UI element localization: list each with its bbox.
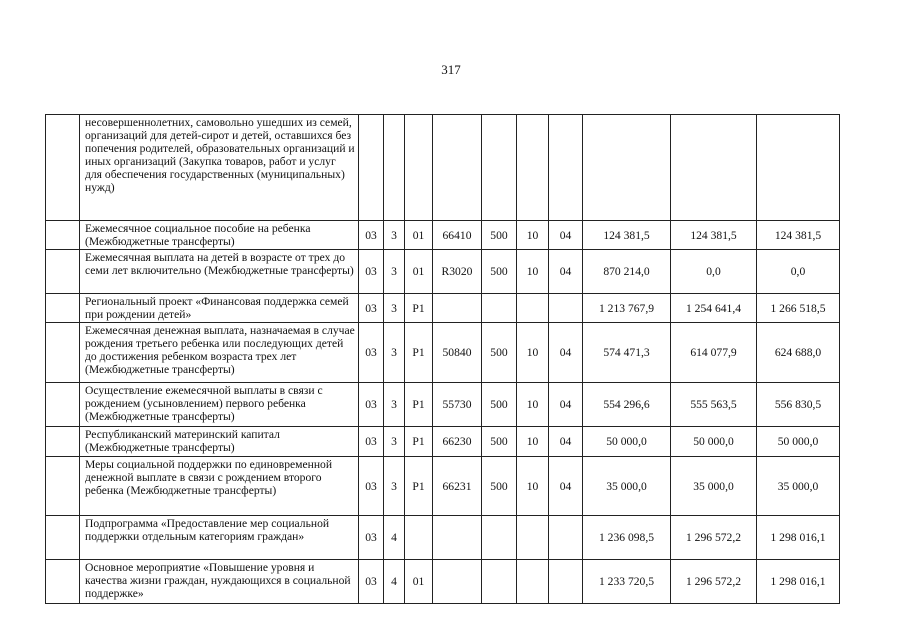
amount-year-2: 614 077,9 <box>671 323 757 383</box>
table-row <box>46 560 840 604</box>
amount-year-3: 124 381,5 <box>757 221 840 250</box>
code-program: 03 <box>359 323 384 383</box>
code-expense-type: 500 <box>482 221 517 250</box>
amount-year-2 <box>671 115 757 221</box>
code-direction: 66231 <box>433 457 482 516</box>
row-number-cell <box>46 427 80 457</box>
row-number-cell <box>46 560 80 604</box>
code-event: P1 <box>405 294 433 323</box>
code-program: 03 <box>359 427 384 457</box>
code-direction: 66230 <box>433 427 482 457</box>
table-row <box>46 427 840 457</box>
code-expense-type <box>482 294 517 323</box>
code-direction <box>433 516 482 560</box>
amount-year-2: 35 000,0 <box>671 457 757 516</box>
code-event: 01 <box>405 250 433 294</box>
table-body <box>46 115 840 604</box>
code-event: P1 <box>405 457 433 516</box>
code-program: 03 <box>359 250 384 294</box>
code-event: P1 <box>405 323 433 383</box>
code-subsection <box>549 560 583 604</box>
row-name: Меры социальной поддержки по единовременной денежной выплате в связи с рождением второго ребенка (Межбюджетные трансферты) <box>80 457 359 516</box>
amount-year-2: 1 254 641,4 <box>671 294 757 323</box>
amount-year-1: 35 000,0 <box>583 457 671 516</box>
code-expense-type: 500 <box>482 427 517 457</box>
code-program: 03 <box>359 221 384 250</box>
code-direction <box>433 560 482 604</box>
code-event: 01 <box>405 221 433 250</box>
code-event: P1 <box>405 427 433 457</box>
code-subprogram: 3 <box>384 383 405 427</box>
amount-year-3: 1 298 016,1 <box>757 516 840 560</box>
code-expense-type <box>482 516 517 560</box>
code-subprogram <box>384 115 405 221</box>
amount-year-1: 1 213 767,9 <box>583 294 671 323</box>
code-subsection <box>549 516 583 560</box>
code-program: 03 <box>359 457 384 516</box>
code-expense-type: 500 <box>482 457 517 516</box>
row-name: Подпрограмма «Предоставление мер социальной поддержки отдельным категориям граждан» <box>80 516 359 560</box>
code-program: 03 <box>359 383 384 427</box>
code-subprogram: 3 <box>384 294 405 323</box>
amount-year-3: 35 000,0 <box>757 457 840 516</box>
code-section <box>517 516 549 560</box>
table-row <box>46 323 840 383</box>
table-row <box>46 516 840 560</box>
row-number-cell <box>46 383 80 427</box>
code-direction: 50840 <box>433 323 482 383</box>
row-number-cell <box>46 457 80 516</box>
code-section: 10 <box>517 427 549 457</box>
row-number-cell <box>46 323 80 383</box>
table-row <box>46 115 840 221</box>
code-subsection: 04 <box>549 323 583 383</box>
code-expense-type: 500 <box>482 323 517 383</box>
row-name: Региональный проект «Финансовая поддержка семей при рождении детей» <box>80 294 359 323</box>
page-number: 317 <box>441 62 461 77</box>
code-subprogram: 4 <box>384 516 405 560</box>
amount-year-1: 870 214,0 <box>583 250 671 294</box>
code-direction <box>433 115 482 221</box>
code-subsection <box>549 294 583 323</box>
row-number-cell <box>46 115 80 221</box>
amount-year-3: 50 000,0 <box>757 427 840 457</box>
row-name: Ежемесячная денежная выплата, назначаемая в случае рождения третьего ребенка или последующих детей до достижения ребенком возраста трех лет (Межбюджетные трансферты) <box>80 323 359 383</box>
amount-year-2: 50 000,0 <box>671 427 757 457</box>
code-subprogram: 3 <box>384 323 405 383</box>
code-section: 10 <box>517 383 549 427</box>
code-expense-type: 500 <box>482 250 517 294</box>
amount-year-1: 1 236 098,5 <box>583 516 671 560</box>
table-row <box>46 383 840 427</box>
row-number-cell <box>46 221 80 250</box>
amount-year-1: 574 471,3 <box>583 323 671 383</box>
code-subsection: 04 <box>549 221 583 250</box>
code-section: 10 <box>517 323 549 383</box>
amount-year-2: 1 296 572,2 <box>671 560 757 604</box>
budget-table <box>45 114 840 604</box>
code-subprogram: 3 <box>384 427 405 457</box>
amount-year-3: 556 830,5 <box>757 383 840 427</box>
row-number-cell <box>46 250 80 294</box>
code-section <box>517 560 549 604</box>
code-direction <box>433 294 482 323</box>
table-row <box>46 250 840 294</box>
code-program <box>359 115 384 221</box>
amount-year-3: 0,0 <box>757 250 840 294</box>
code-section <box>517 115 549 221</box>
code-event: P1 <box>405 383 433 427</box>
code-section <box>517 294 549 323</box>
table-row <box>46 457 840 516</box>
row-name: Республиканский материнский капитал (Межбюджетные трансферты) <box>80 427 359 457</box>
row-number-cell <box>46 294 80 323</box>
code-expense-type <box>482 560 517 604</box>
code-direction: 66410 <box>433 221 482 250</box>
amount-year-2: 555 563,5 <box>671 383 757 427</box>
code-event: 01 <box>405 560 433 604</box>
code-direction: 55730 <box>433 383 482 427</box>
amount-year-1: 124 381,5 <box>583 221 671 250</box>
code-program: 03 <box>359 294 384 323</box>
code-subprogram: 3 <box>384 457 405 516</box>
code-subprogram: 4 <box>384 560 405 604</box>
code-subsection: 04 <box>549 427 583 457</box>
code-event <box>405 516 433 560</box>
amount-year-2: 124 381,5 <box>671 221 757 250</box>
amount-year-2: 0,0 <box>671 250 757 294</box>
code-event <box>405 115 433 221</box>
amount-year-1 <box>583 115 671 221</box>
row-name: Ежемесячное социальное пособие на ребенка (Межбюджетные трансферты) <box>80 221 359 250</box>
code-subprogram: 3 <box>384 250 405 294</box>
table-row <box>46 294 840 323</box>
code-subprogram: 3 <box>384 221 405 250</box>
code-subsection: 04 <box>549 383 583 427</box>
row-name: Ежемесячная выплата на детей в возрасте от трех до семи лет включительно (Межбюджетные трансферты) <box>80 250 359 294</box>
amount-year-2: 1 296 572,2 <box>671 516 757 560</box>
table-row <box>46 221 840 250</box>
code-section: 10 <box>517 457 549 516</box>
row-name: Основное мероприятие «Повышение уровня и качества жизни граждан, нуждающихся в социальной поддержке» <box>80 560 359 604</box>
row-name: несовершеннолетних, самовольно ушедших из семей, организаций для детей-сирот и детей, оставшихся без попечения родителей, образовательных организаций и иных организаций (Закупка товаров, работ и услуг для обеспечения государственных (муниципальных) нужд) <box>80 115 359 221</box>
code-subsection: 04 <box>549 250 583 294</box>
code-expense-type: 500 <box>482 383 517 427</box>
code-section: 10 <box>517 221 549 250</box>
row-name: Осуществление ежемесячной выплаты в связи с рождением (усыновлением) первого ребенка (Межбюджетные трансферты) <box>80 383 359 427</box>
amount-year-3: 624 688,0 <box>757 323 840 383</box>
code-program: 03 <box>359 516 384 560</box>
row-number-cell <box>46 516 80 560</box>
amount-year-3: 1 298 016,1 <box>757 560 840 604</box>
code-subsection <box>549 115 583 221</box>
code-expense-type <box>482 115 517 221</box>
amount-year-3: 1 266 518,5 <box>757 294 840 323</box>
amount-year-1: 1 233 720,5 <box>583 560 671 604</box>
code-subsection: 04 <box>549 457 583 516</box>
code-section: 10 <box>517 250 549 294</box>
amount-year-1: 50 000,0 <box>583 427 671 457</box>
amount-year-1: 554 296,6 <box>583 383 671 427</box>
code-program: 03 <box>359 560 384 604</box>
amount-year-3 <box>757 115 840 221</box>
code-direction: R3020 <box>433 250 482 294</box>
